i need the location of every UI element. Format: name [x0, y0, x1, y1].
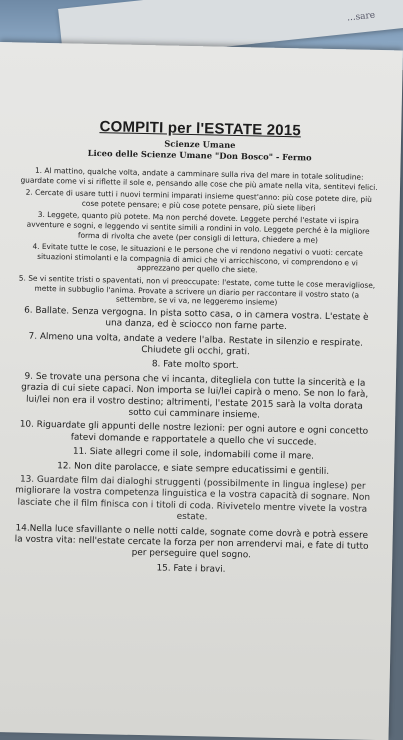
task-item-1: 1. Al mattino, qualche volta, andate a camminare sulla riva del mare in totale solitudine: guardate come vi si riflette il sole e, pensando alle cose che più amate nella vita, sentitevi felici. [20, 165, 378, 192]
task-item-3: 3. Leggete, quanto più potete. Ma non perché dovete. Leggete perché l'estate vi ispira avventure e sogni, e leggendo vi sentite simili a rondini in volo. Leggete perché è la migliore forma di rivolta che avete (per consigli di lettura, chiedere a me) [26, 210, 370, 245]
document-sheet [0, 42, 403, 740]
task-item-9: 9. Se trovate una persona che vi incanta, ditegliela con tutte la sincerità e la grazia di cui siete capaci. Non importa se lui/lei capirà o meno. Se non lo farà, lui/lei non era il vostro destino; altrimenti, l'estate 2015 sarà la volta dorata sotto cui camminare insieme. [21, 371, 369, 421]
task-item-12: 12. Non dite parolacce, e siate sempre educatissimi e gentili. [57, 460, 330, 477]
task-item-13: 13. Guardate film dai dialoghi struggenti (possibilmente in lingua inglese) per migliorare la vostra competenza linguistica e la vostra capacità di sognare. Non lasciate che il film finisca con i titoli di coda. Rivivetelo mentre vivete la vostra estate. [15, 474, 371, 523]
document-body [11, 114, 381, 582]
school-name: Liceo delle Scienze Umane "Don Bosco" - Fermo [87, 147, 312, 163]
task-item-5: 5. Se vi sentite tristi o spaventati, non vi preoccupate: l'estate, come tutte le cose meravigliose, mette in subbuglio l'anima. Provate a scrivere un diario per raccontare il vostro stato (a settembre, se vi va, ne leggeremo insieme) [18, 273, 376, 307]
task-item-4: 4. Evitate tutte le cose, le situazioni e le persone che vi rendono negativi o vuoti: cercate situazioni stimolanti e la compagnia di amici che vi arricchiscono, vi comprendono e vi apprezzano per quello che siete. [32, 241, 363, 275]
document-subtitle: Scienze Umane [164, 138, 236, 150]
background-paper-text: ...sare [346, 10, 376, 24]
task-item-2: 2. Cercate di usare tutti i nuovi termini imparati insieme quest'anno: più cose potete dire, più cose potete pensare; e più cose potete pensare, più siete liberi [25, 187, 373, 213]
task-item-10: 10. Riguardate gli appunti delle nostre lezioni: per ogni autore e ogni concetto fatevi domande e rapportatele a quello che vi succede. [19, 419, 369, 448]
task-item-14: 14.Nella luce sfavillante o nelle notti calde, sognate come dovrà e potrà essere la vostra vita: nell'estate cercate la forza per non arrendervi mai, e fate di tutto per perseguire quel sogno. [14, 523, 369, 561]
document-title: COMPITI per l'ESTATE 2015 [99, 118, 302, 140]
task-item-11: 11. Siate allegri come il sole, indomabili come il mare. [72, 446, 315, 462]
task-item-6: 6. Ballate. Senza vergogna. In pista sotto casa, o in camera vostra. L'estate è una danza, ed è sciocco non farne parte. [24, 305, 369, 333]
task-list [11, 165, 379, 579]
task-item-8: 8. Fate molto sport. [151, 359, 239, 372]
task-item-7: 7. Almeno una volta, andate a vedere l'alba. Restate in silenzio e respirate. Chiudete gli occhi, grati. [28, 331, 364, 358]
task-item-15: 15. Fate i bravi. [156, 563, 226, 575]
